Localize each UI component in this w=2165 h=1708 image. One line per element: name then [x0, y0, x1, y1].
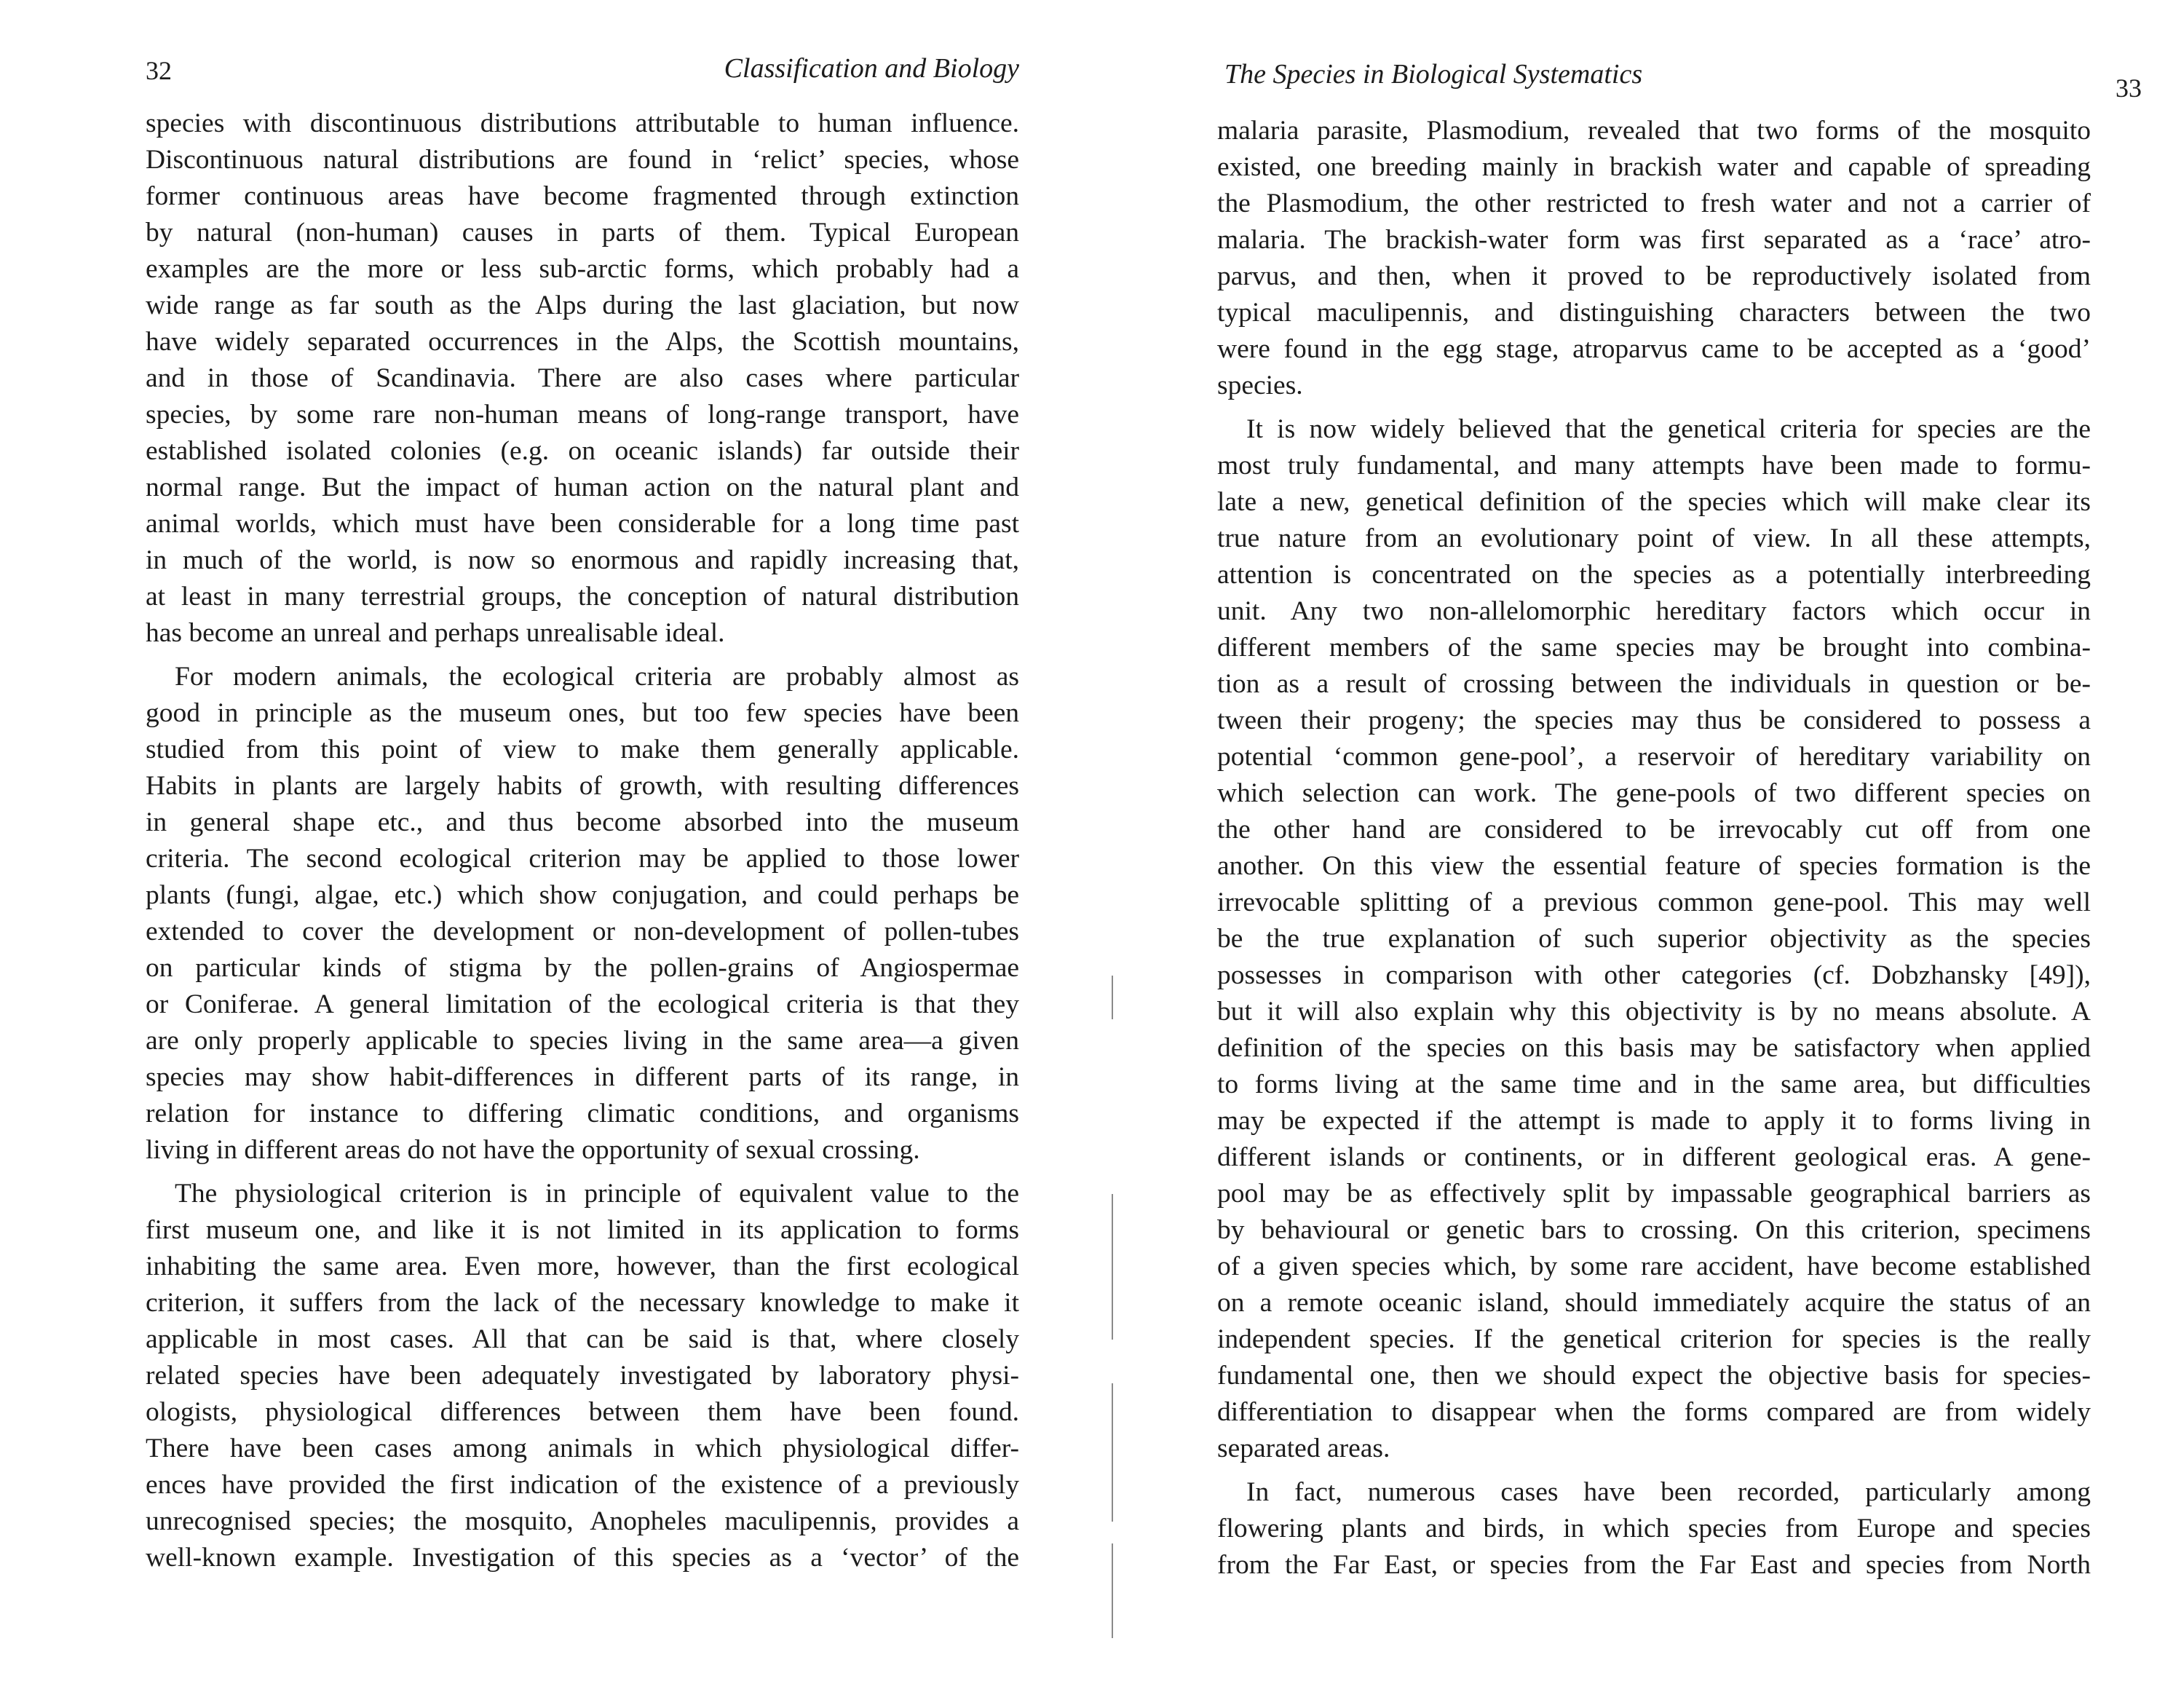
- text-line: of a given species which, by some rare accident, have become established: [1217, 1252, 2091, 1281]
- text-line: inhabiting the same area. Even more, however, than the first ecological: [146, 1252, 1019, 1281]
- text-line: unit. Any two non-allelomorphic hereditary factors which occur in: [1217, 596, 2091, 626]
- text-line: former continuous areas have become fragmented through extinction: [146, 181, 1019, 211]
- text-line: have widely separated occurrences in the Alps, the Scottish mountains,: [146, 327, 1019, 357]
- text-line: species with discontinuous distributions attributable to human influence.: [146, 108, 1019, 138]
- text-line: potential ‘common gene-pool’, a reservoir of hereditary variability on: [1217, 742, 2091, 772]
- text-line: and in those of Scandinavia. There are also cases where particular: [146, 363, 1019, 393]
- text-line: related species have been adequately investigated by laboratory physi-: [146, 1361, 1019, 1391]
- text-line: on a remote oceanic island, should immediately acquire the status of an: [1217, 1288, 2091, 1318]
- text-line: by natural (non-human) causes in parts of them. Typical European: [146, 218, 1019, 248]
- text-line: The physiological criterion is in principle of equivalent value to the: [175, 1179, 1019, 1209]
- running-head-left: Classification and Biology: [724, 53, 1019, 84]
- text-line: from the Far East, or species from the Far East and species from North: [1217, 1550, 2091, 1580]
- text-line: wide range as far south as the Alps during the last glaciation, but now: [146, 290, 1019, 320]
- text-line: first museum one, and like it is not limited in its application to forms: [146, 1215, 1019, 1245]
- text-line: It is now widely believed that the genetical criteria for species are the: [1246, 414, 2091, 444]
- text-line: unrecognised species; the mosquito, Anopheles maculipennis, provides a: [146, 1506, 1019, 1536]
- text-line: applicable in most cases. All that can be said is that, where closely: [146, 1324, 1019, 1354]
- text-line: studied from this point of view to make them generally applicable.: [146, 735, 1019, 764]
- text-line: species, by some rare non-human means of long-range transport, have: [146, 400, 1019, 430]
- text-line: extended to cover the development or non-development of pollen-tubes: [146, 917, 1019, 946]
- text-line: true nature from an evolutionary point of view. In all these attempts,: [1217, 523, 2091, 553]
- text-line: possesses in comparison with other categories (cf. Dobzhansky [49]),: [1217, 960, 2091, 990]
- text-line: criteria. The second ecological criterion may be applied to those lower: [146, 844, 1019, 874]
- text-line: at least in many terrestrial groups, the conception of natural distribution: [146, 582, 1019, 612]
- text-line: ologists, physiological differences between them have been found.: [146, 1397, 1019, 1427]
- text-line: be the true explanation of such superior objectivity as the species: [1217, 924, 2091, 954]
- text-line: irrevocable splitting of a previous common gene-pool. This may well: [1217, 887, 2091, 917]
- text-line: parvus, and then, when it proved to be reproductively isolated from: [1217, 261, 2091, 291]
- text-line: in much of the world, is now so enormous and rapidly increasing that,: [146, 545, 1019, 575]
- text-line: are only properly applicable to species living in the same area—a given: [146, 1026, 1019, 1056]
- text-line: fundamental one, then we should expect the objective basis for species-: [1217, 1361, 2091, 1391]
- text-line: differentiation to disappear when the forms compared are from widely: [1217, 1397, 2091, 1427]
- text-line: flowering plants and birds, in which species from Europe and species: [1217, 1514, 2091, 1543]
- text-line: criterion, it suffers from the lack of the necessary knowledge to make it: [146, 1288, 1019, 1318]
- text-line: but it will also explain why this objectivity is by no means absolute. A: [1217, 997, 2091, 1027]
- text-line: were found in the egg stage, atroparvus came to be accepted as a ‘good’: [1217, 334, 2091, 364]
- text-line: tween their progeny; the species may thus be considered to possess a: [1217, 705, 2091, 735]
- text-line: typical maculipennis, and distinguishing characters between the two: [1217, 298, 2091, 328]
- text-line: species may show habit-differences in different parts of its range, in: [146, 1062, 1019, 1092]
- text-line: animal worlds, which must have been considerable for a long time past: [146, 509, 1019, 539]
- text-line: on particular kinds of stigma by the pollen-grains of Angiospermae: [146, 953, 1019, 983]
- text-line: well-known example. Investigation of this species as a ‘vector’ of the: [146, 1543, 1019, 1573]
- text-line: different members of the same species may be brought into combina-: [1217, 633, 2091, 663]
- text-line: examples are the more or less sub-arctic forms, which probably had a: [146, 254, 1019, 284]
- text-line: Discontinuous natural distributions are found in ‘relict’ species, whose: [146, 145, 1019, 175]
- text-line: ences have provided the first indication of the existence of a previously: [146, 1470, 1019, 1500]
- text-line: to forms living at the same time and in the same area, but difficulties: [1217, 1070, 2091, 1099]
- text-line: attention is concentrated on the species as a potentially interbreeding: [1217, 560, 2091, 590]
- right-page: [1085, 0, 2165, 1708]
- text-line: For modern animals, the ecological criteria are probably almost as: [175, 662, 1019, 692]
- left-page: [0, 0, 1077, 1708]
- left-page-body: [146, 106, 1019, 1576]
- text-line: normal range. But the impact of human action on the natural plant and: [146, 473, 1019, 502]
- text-line: existed, one breeding mainly in brackish water and capable of spreading: [1217, 152, 2091, 182]
- text-line: plants (fungi, algae, etc.) which show conjugation, and could perhaps be: [146, 880, 1019, 910]
- text-line: or Coniferae. A general limitation of the ecological criteria is that they: [146, 989, 1019, 1019]
- text-line: relation for instance to differing climatic conditions, and organisms: [146, 1099, 1019, 1128]
- text-line: good in principle as the museum ones, but too few species have been: [146, 698, 1019, 728]
- text-line: There have been cases among animals in which physiological differ-: [146, 1434, 1019, 1463]
- text-line: different islands or continents, or in different geological eras. A gene-: [1217, 1142, 2091, 1172]
- text-line: malaria parasite, Plasmodium, revealed that two forms of the mosquito: [1217, 116, 2091, 146]
- text-line: established isolated colonies (e.g. on oceanic islands) far outside their: [146, 436, 1019, 466]
- page-number-left: 32: [146, 56, 172, 85]
- text-line: most truly fundamental, and many attempts have been made to formu-: [1217, 451, 2091, 481]
- right-page-body: [1217, 113, 2091, 1584]
- text-line: has become an unreal and perhaps unrealisable ideal.: [146, 618, 725, 648]
- running-head-right: The Species in Biological Systematics: [1224, 59, 1643, 90]
- text-line: the other hand are considered to be irrevocably cut off from one: [1217, 815, 2091, 845]
- text-line: in general shape etc., and thus become absorbed into the museum: [146, 807, 1019, 837]
- text-line: In fact, numerous cases have been recorded, particularly among: [1246, 1477, 2091, 1507]
- text-line: pool may be as effectively split by impassable geographical barriers as: [1217, 1179, 2091, 1209]
- text-line: malaria. The brackish-water form was first separated as a ‘race’ atro-: [1217, 225, 2091, 255]
- page-number-right: 33: [2115, 74, 2142, 103]
- text-line: species.: [1217, 371, 1303, 400]
- text-line: living in different areas do not have the opportunity of sexual crossing.: [146, 1135, 920, 1165]
- text-line: Habits in plants are largely habits of growth, with resulting differences: [146, 771, 1019, 801]
- text-line: late a new, genetical definition of the species which will make clear its: [1217, 487, 2091, 517]
- text-line: tion as a result of crossing between the individuals in question or be-: [1217, 669, 2091, 699]
- text-line: separated areas.: [1217, 1434, 1390, 1463]
- text-line: the Plasmodium, the other restricted to fresh water and not a carrier of: [1217, 189, 2091, 218]
- text-line: by behavioural or genetic bars to crossing. On this criterion, specimens: [1217, 1215, 2091, 1245]
- text-line: may be expected if the attempt is made to apply it to forms living in: [1217, 1106, 2091, 1136]
- text-line: definition of the species on this basis may be satisfactory when applied: [1217, 1033, 2091, 1063]
- text-line: which selection can work. The gene-pools of two different species on: [1217, 778, 2091, 808]
- text-line: another. On this view the essential feature of species formation is the: [1217, 851, 2091, 881]
- text-line: independent species. If the genetical criterion for species is the really: [1217, 1324, 2091, 1354]
